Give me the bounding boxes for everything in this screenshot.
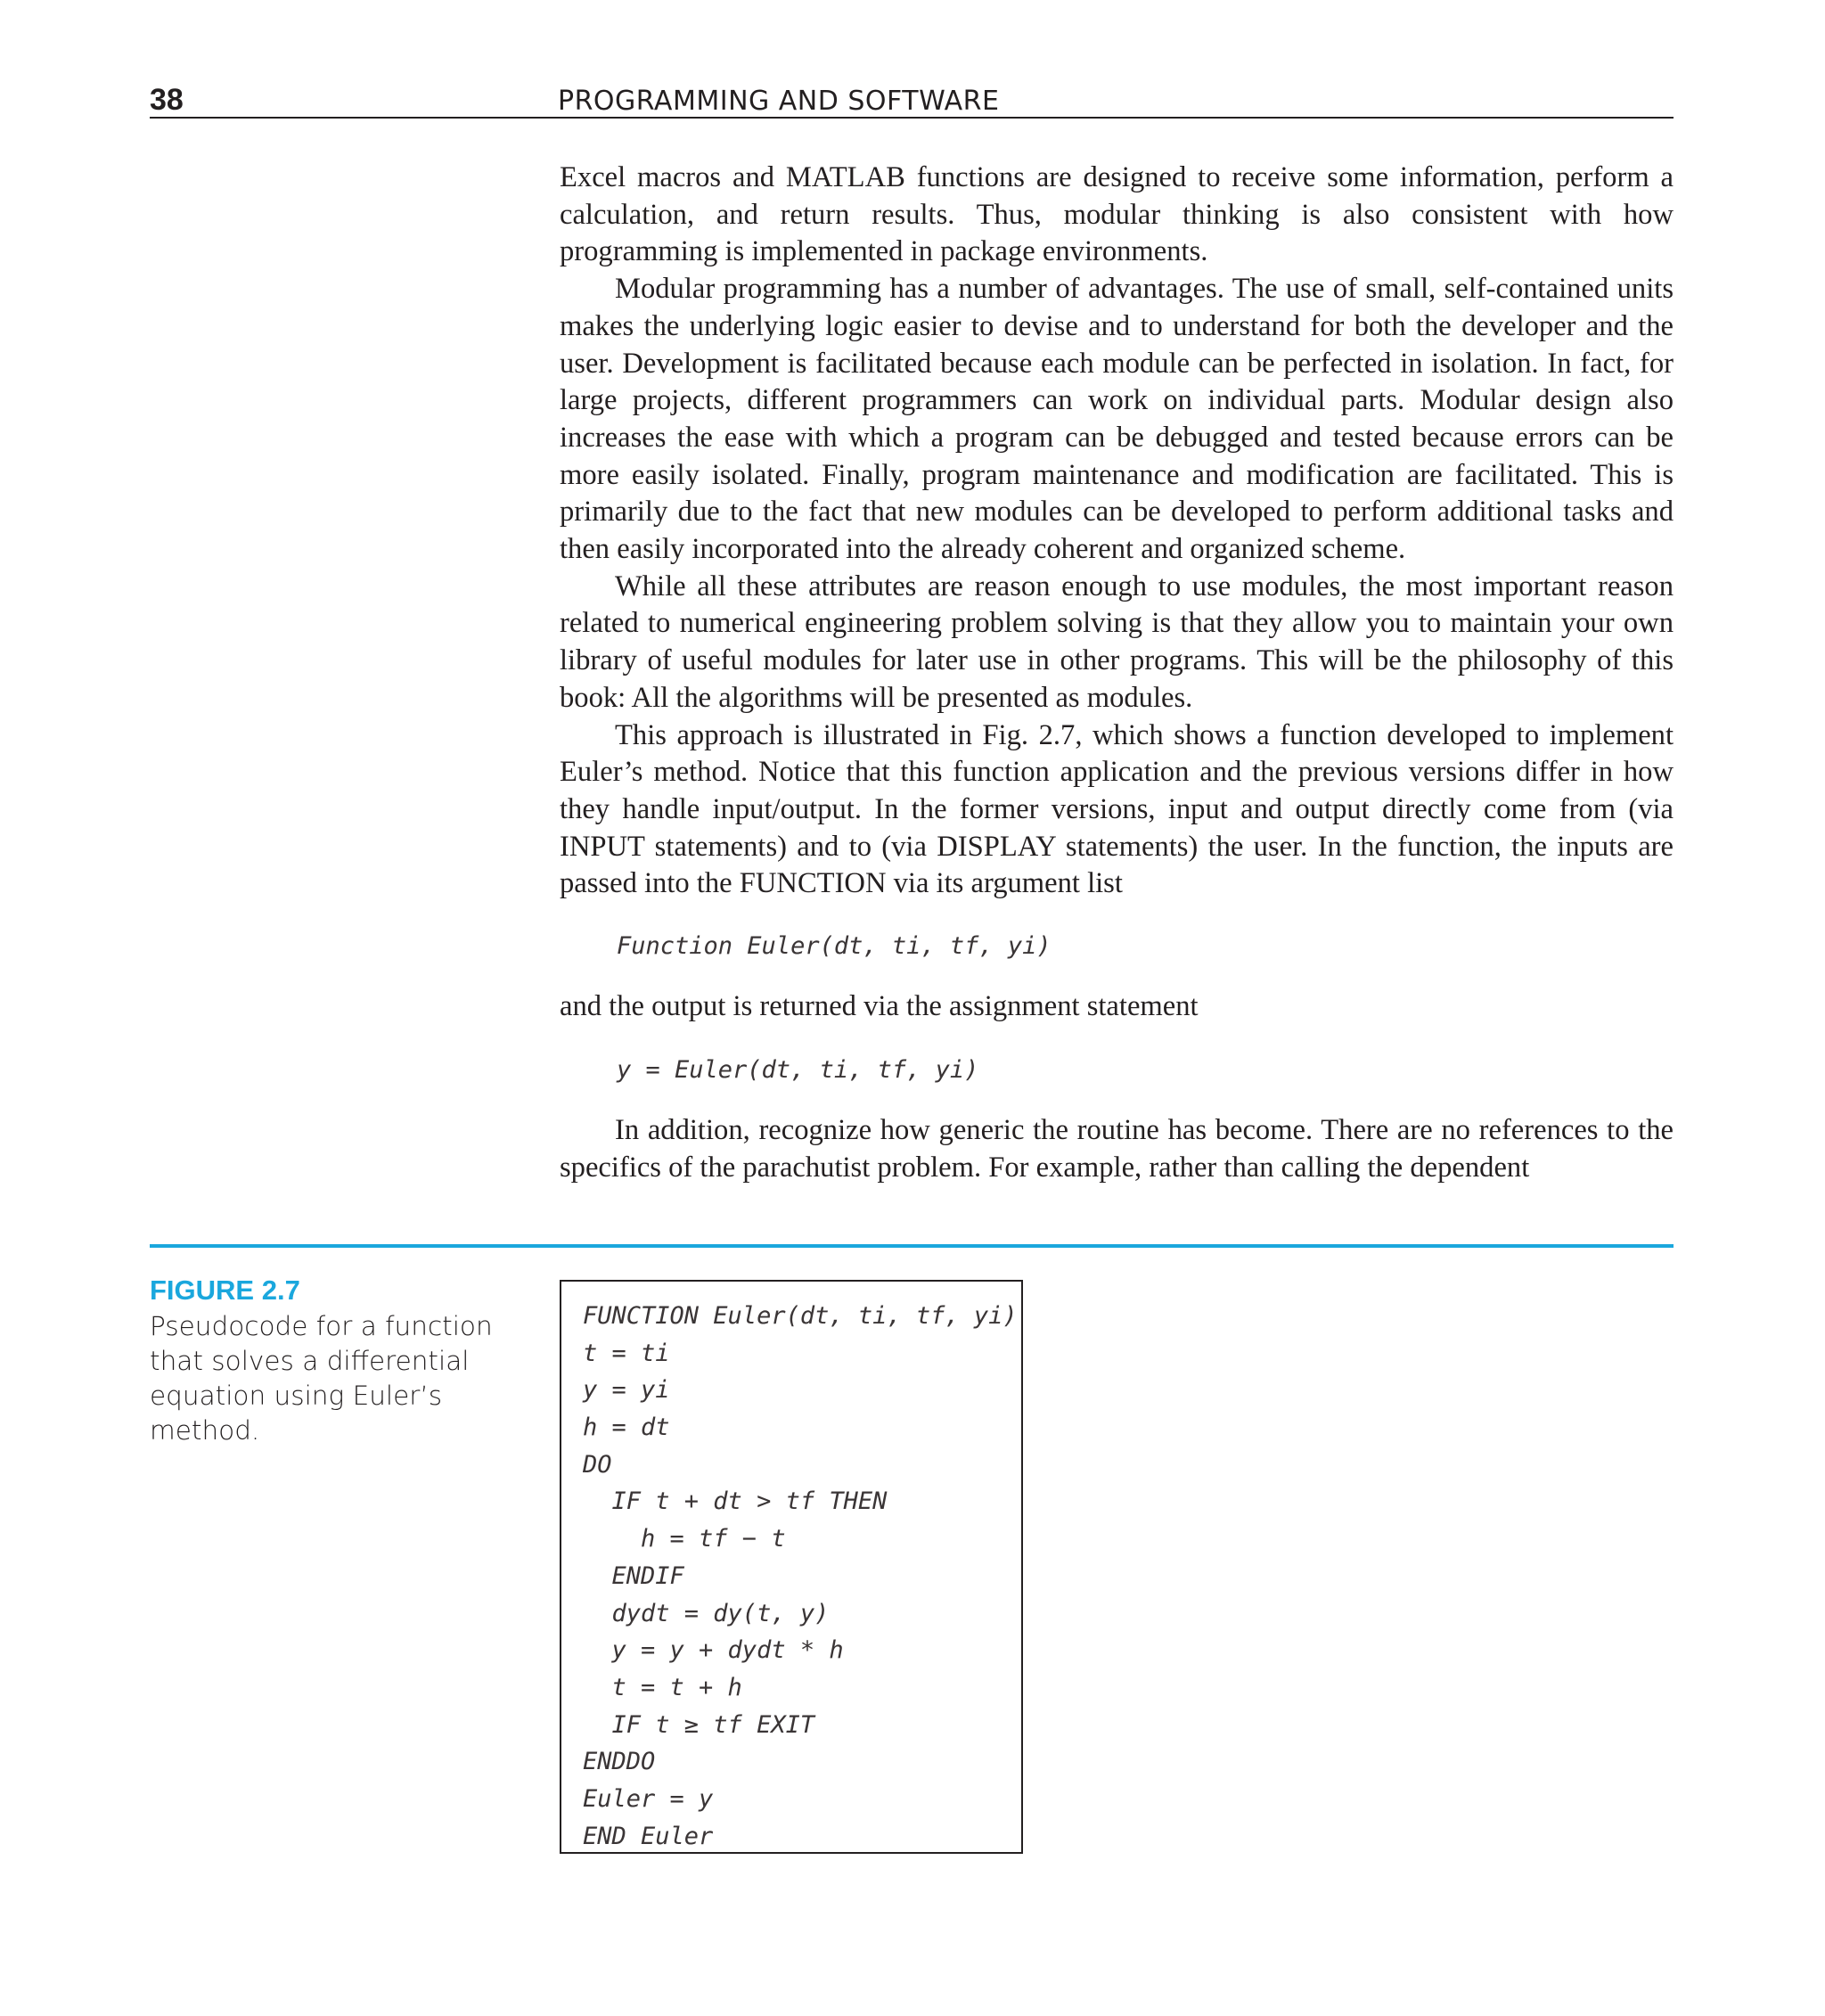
figure-caption: Pseudocode for a function that solves a differential equation using Euler’s method.	[150, 1311, 493, 1446]
pseudocode-line: ENDDO	[583, 1748, 656, 1776]
header-rule	[150, 117, 1674, 119]
body-text-output	[560, 988, 1674, 1026]
pseudocode-line: h = tf − t	[583, 1525, 786, 1553]
pseudocode-line: IF t ≥ tf EXIT	[583, 1710, 815, 1739]
paragraph-6: In addition, recognize how generic the routine has become. There are no references to the specifics of the parachutist problem. For example, rather than calling the dependent	[560, 1114, 1674, 1184]
pseudocode-line: y = yi	[583, 1376, 670, 1405]
code-snippet-function-signature: Function Euler(dt, ti, tf, yi)	[617, 932, 1052, 960]
figure-label: FIGURE 2.7	[150, 1274, 300, 1306]
page-number: 38	[150, 83, 184, 117]
paragraph-5: and the output is returned via the assignment statement	[560, 990, 1199, 1022]
body-text-block-1	[560, 160, 1674, 903]
pseudocode-line: h = dt	[583, 1414, 670, 1442]
running-title: PROGRAMMING AND SOFTWARE	[558, 86, 1000, 117]
paragraph-3: While all these attributes are reason enough to use modules, the most important reason related to numerical engineering problem solving is that they allow you to maintain your own library of useful modules for later use in other programs. This will be the philosophy of this book: All the algorithms will be presented as modules.	[560, 570, 1674, 714]
pseudocode-line: DO	[583, 1450, 612, 1479]
pseudocode-line: IF t + dt > tf THEN	[583, 1487, 888, 1516]
paragraph-4: This approach is illustrated in Fig. 2.7, which shows a function developed to implement Euler’s method. Notice that this function application and the previous versions differ in how they handle input/output. In the former versions, input and output directly come from (via INPUT statements) and to (via DISPLAY statements) the user. In the function, the inputs are passed into the FUNCTION via its argument list	[560, 718, 1674, 900]
code-snippet-assignment: y = Euler(dt, ti, tf, yi)	[617, 1056, 979, 1084]
pseudocode-line: y = y + dydt * h	[583, 1636, 844, 1665]
pseudocode-line: END Euler	[583, 1822, 714, 1850]
figure-rule	[150, 1244, 1674, 1248]
paragraph-1: Excel macros and MATLAB functions are designed to receive some information, perform a calculation, and return results. Thus, modular thinking is also consistent with how programming is implemented in package environments.	[560, 161, 1674, 268]
pseudocode-listing	[583, 1298, 1018, 1855]
body-text-block-2	[560, 1112, 1674, 1186]
pseudocode-line: dydt = dy(t, y)	[583, 1599, 830, 1627]
pseudocode-line: ENDIF	[583, 1561, 684, 1590]
pseudocode-line: Euler = y	[583, 1784, 714, 1813]
pseudocode-box	[560, 1280, 1023, 1854]
pseudocode-line: t = ti	[583, 1339, 670, 1367]
pseudocode-line: FUNCTION Euler(dt, ti, tf, yi)	[583, 1302, 1018, 1330]
paragraph-2: Modular programming has a number of advantages. The use of small, self-contained units makes the underlying logic easier to devise and to understand for both the developer and the user. Development is facilitated because each module can be perfected in isolation. In fact, for large projects, different programmers can work on individual parts. Modular design also increases the ease with which a program can be debugged and tested because errors can be more easily isolated. Finally, program maintenance and modification are facilitated. This is primarily due to the fact that new modules can be developed to perform additional tasks and then easily incorporated into the already coherent and organized scheme.	[560, 273, 1674, 566]
pseudocode-line: t = t + h	[583, 1673, 742, 1701]
